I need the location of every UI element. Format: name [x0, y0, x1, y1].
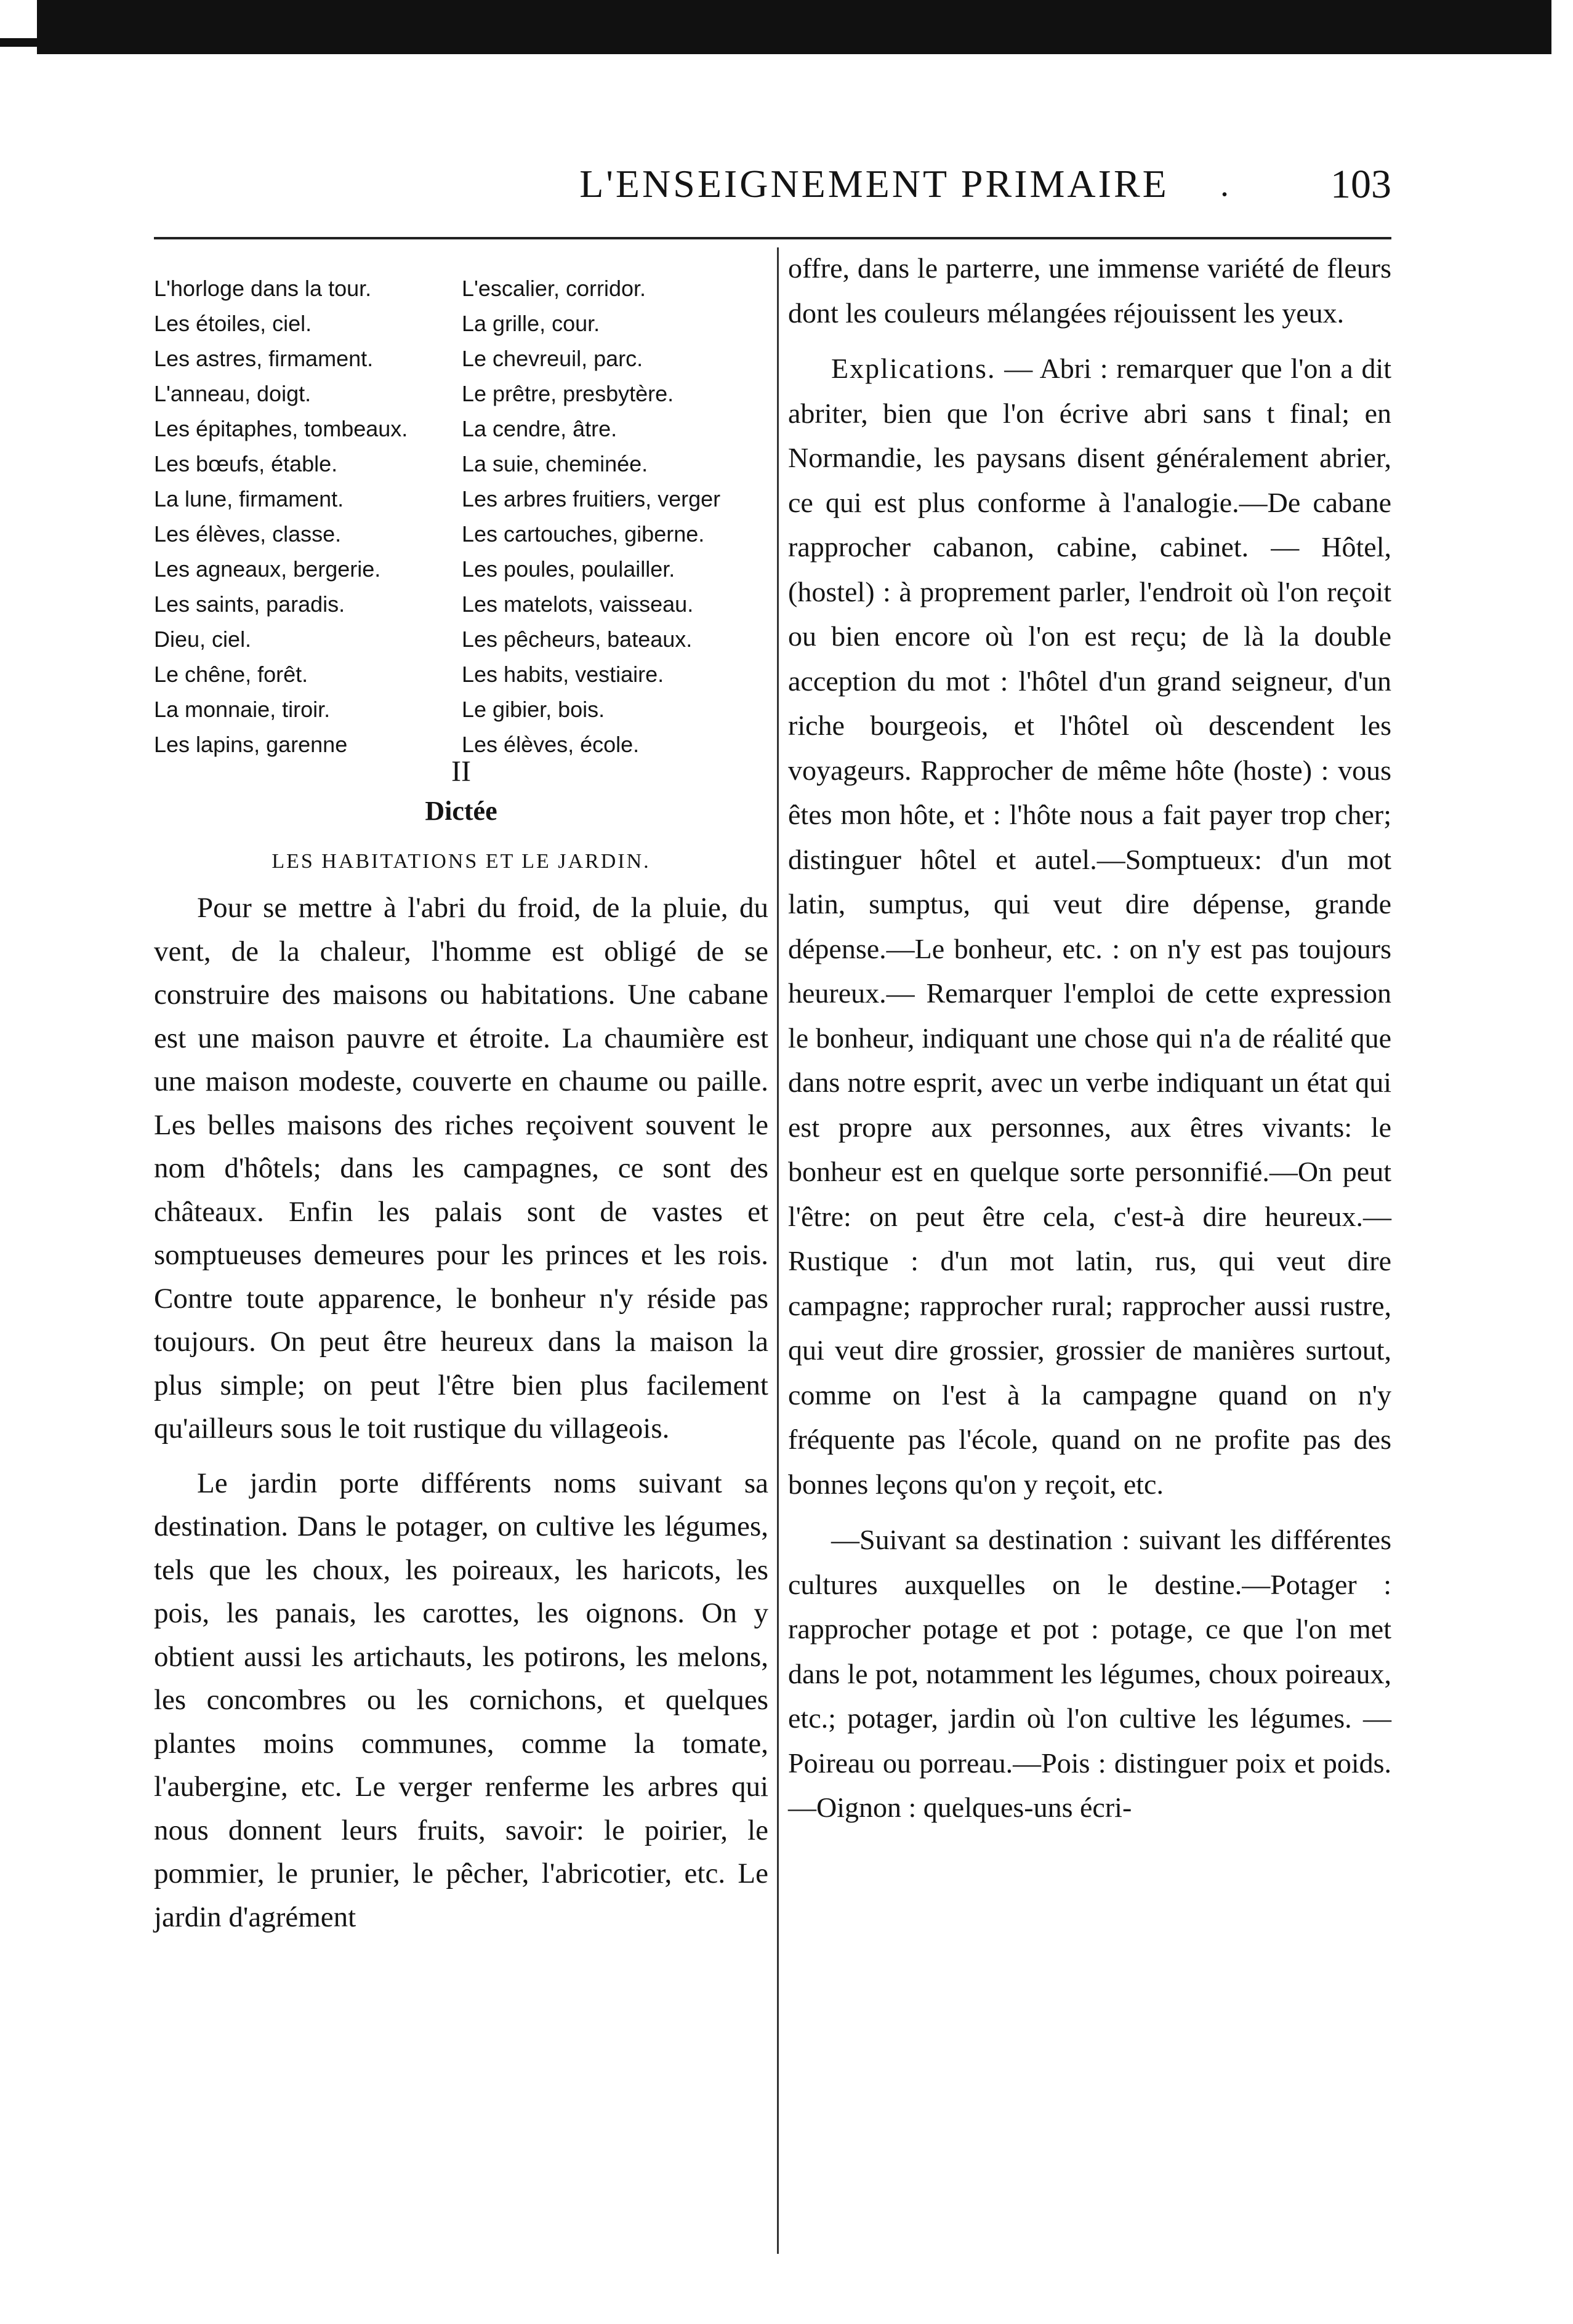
vocab-item: Les étoiles, ciel. [154, 311, 312, 336]
vocabulary-column-right [462, 271, 770, 762]
vocab-item: Les astres, firmament. [154, 346, 374, 371]
running-title: L'ENSEIGNEMENT PRIMAIRE [579, 162, 1169, 206]
explications-paragraph [788, 347, 1391, 1507]
vocab-item: Le chêne, forêt. [154, 662, 308, 687]
vocab-item: L'horloge dans la tour. [154, 276, 372, 301]
vocab-item: Le chevreuil, parc. [462, 346, 643, 371]
vocab-item: Dieu, ciel. [154, 627, 252, 652]
vocab-item: Les bœufs, étable. [154, 451, 338, 476]
vocab-item: La grille, cour. [462, 311, 600, 336]
dictation-paragraph: Pour se mettre à l'abri du froid, de la pluie, du vent, de la chaleur, l'homme est obligé de se construire des maisons ou habitations. Une cabane est une maison pauvre et étroite. La chaumière est une maison modeste, couverte en chaume ou paille. Les belles maisons des riches reçoivent souvent le nom d'hôtels; dans les campagnes, ce sont des châteaux. Enfin les palais sont de vastes et somptueuses demeures pour les princes et les rois. Contre toute apparence, le bonheur n'y réside pas toujours. On peut être heureux dans la maison la plus simple; on peut l'être bien plus facilement qu'ailleurs sous le toit rustique du villageois. [154, 892, 768, 1444]
vocab-item: La suie, cheminée. [462, 451, 648, 476]
vocab-item: Les épitaphes, tombeaux. [154, 416, 408, 441]
vocab-item: La monnaie, tiroir. [154, 697, 331, 722]
vocab-item: Les élèves, école. [462, 732, 640, 757]
vocab-item: Les élèves, classe. [154, 521, 342, 547]
vocab-item: Les matelots, vaisseau. [462, 591, 694, 617]
column-divider [777, 247, 779, 2254]
page-header [154, 161, 1391, 223]
header-rule [154, 237, 1391, 239]
right-column [788, 246, 1391, 1841]
dictation-heading: LES HABITATIONS ET LE JARDIN. [272, 850, 651, 873]
vocab-item: Les agneaux, bergerie. [154, 556, 381, 582]
vocab-item: Les arbres fruitiers, verger [462, 486, 721, 511]
vocab-item: Les saints, paradis. [154, 591, 345, 617]
vocab-item: Le prêtre, presbytère. [462, 381, 674, 406]
left-column [154, 246, 768, 1950]
vocab-item: Les pêcheurs, bateaux. [462, 627, 693, 652]
vocab-item: La lune, firmament. [154, 486, 344, 511]
page-number: 103 [1330, 162, 1391, 207]
dictation-paragraph: Le jardin porte différents noms suivant sa destination. Dans le potager, on cultive les légumes, tels que les choux, les poireaux, les haricots, les pois, les panais, les carottes, les oignons. On y obtient aussi les artichauts, les potirons, les melons, les concombres ou les cornichons, et quelques plantes moins communes, comme la tomate, l'aubergine, etc. Le verger renferme les arbres qui nous donnent leurs fruits, savoir: le poirier, le pommier, le prunier, le pêcher, l'abricotier, etc. Le jardin d'agrément [154, 1467, 768, 1933]
vocab-item: Les habits, vestiaire. [462, 662, 664, 687]
section-label: Dictée [425, 796, 497, 826]
vocab-item: Les poules, poulailler. [462, 556, 675, 582]
vocabulary-list [154, 246, 768, 757]
vocab-item: L'anneau, doigt. [154, 381, 312, 406]
destination-paragraph: —Suivant sa destination : suivant les différentes cultures auxquelles on le destine.—Potager : rapprocher potage et pot : potage, ce que l'on met dans le pot, notamment les légumes, choux poireaux, etc.; potager, jardin où l'on cultive les légumes. —Poireau ou porreau.—Pois : distinguer poix et poids.—Oignon : quelques-uns écri- [788, 1524, 1391, 1823]
vocab-item: Les cartouches, giberne. [462, 521, 705, 547]
vocab-item: Le gibier, bois. [462, 697, 605, 722]
top-border-edge [0, 38, 37, 47]
top-border [37, 0, 1551, 54]
vocab-item: La cendre, âtre. [462, 416, 618, 441]
explications-label: Explications. [831, 353, 996, 384]
vocab-item: L'escalier, corridor. [462, 276, 646, 301]
vocab-item: Les lapins, garenne [154, 732, 348, 757]
continuation-paragraph: offre, dans le parterre, une immense variété de fleurs dont les couleurs mélangées réjouissent les yeux. [788, 252, 1391, 329]
section-number: II [451, 755, 471, 788]
explications-text: — Abri : remarquer que l'on a dit abriter, bien que l'on écrive abri sans t final; en Normandie, les paysans disent généralement abrier, ce qui est plus conforme à l'analogie.—De cabane rapprocher cabanon, cabine, cabinet. — Hôtel, (hostel) : à proprement parler, l'endroit où l'on reçoit ou bien encore où l'on est reçu; de là la double acception du mot : l'hôtel d'un grand seigneur, d'un riche bourgeois, et l'hôtel où descendent les voyageurs. Rapprocher de même hôte (hoste) : vous êtes mon hôte, et : l'hôte nous a fait payer trop cher; distinguer hôtel et autel.—Somptueux: d'un mot latin, sumptus, qui veut dire dépense, grande dépense.—Le bonheur, etc. : on n'y est pas toujours heureux.— Remarquer l'emploi de cette expression le bonheur, indiquant une chose qui n'a de réalité que dans notre esprit, avec un verbe indiquant un état qui est propre aux personnes, aux êtres vivants: le bonheur est en quelque sorte personnifié.—On peut l'être: on peut être cela, c'est-à dire heureux.— Rustique : d'un mot latin, rus, qui veut dire campagne; rapprocher rural; rapprocher aussi rustre, qui veut dire grossier, grossier de manières surtout, comme on l'est à la campagne quand on n'y fréquente pas l'école, quand on ne profite pas des bonnes leçons qu'on y reçoit, etc. [788, 353, 1392, 1500]
vocabulary-column-left [154, 271, 462, 762]
header-dot: . [1220, 166, 1229, 204]
